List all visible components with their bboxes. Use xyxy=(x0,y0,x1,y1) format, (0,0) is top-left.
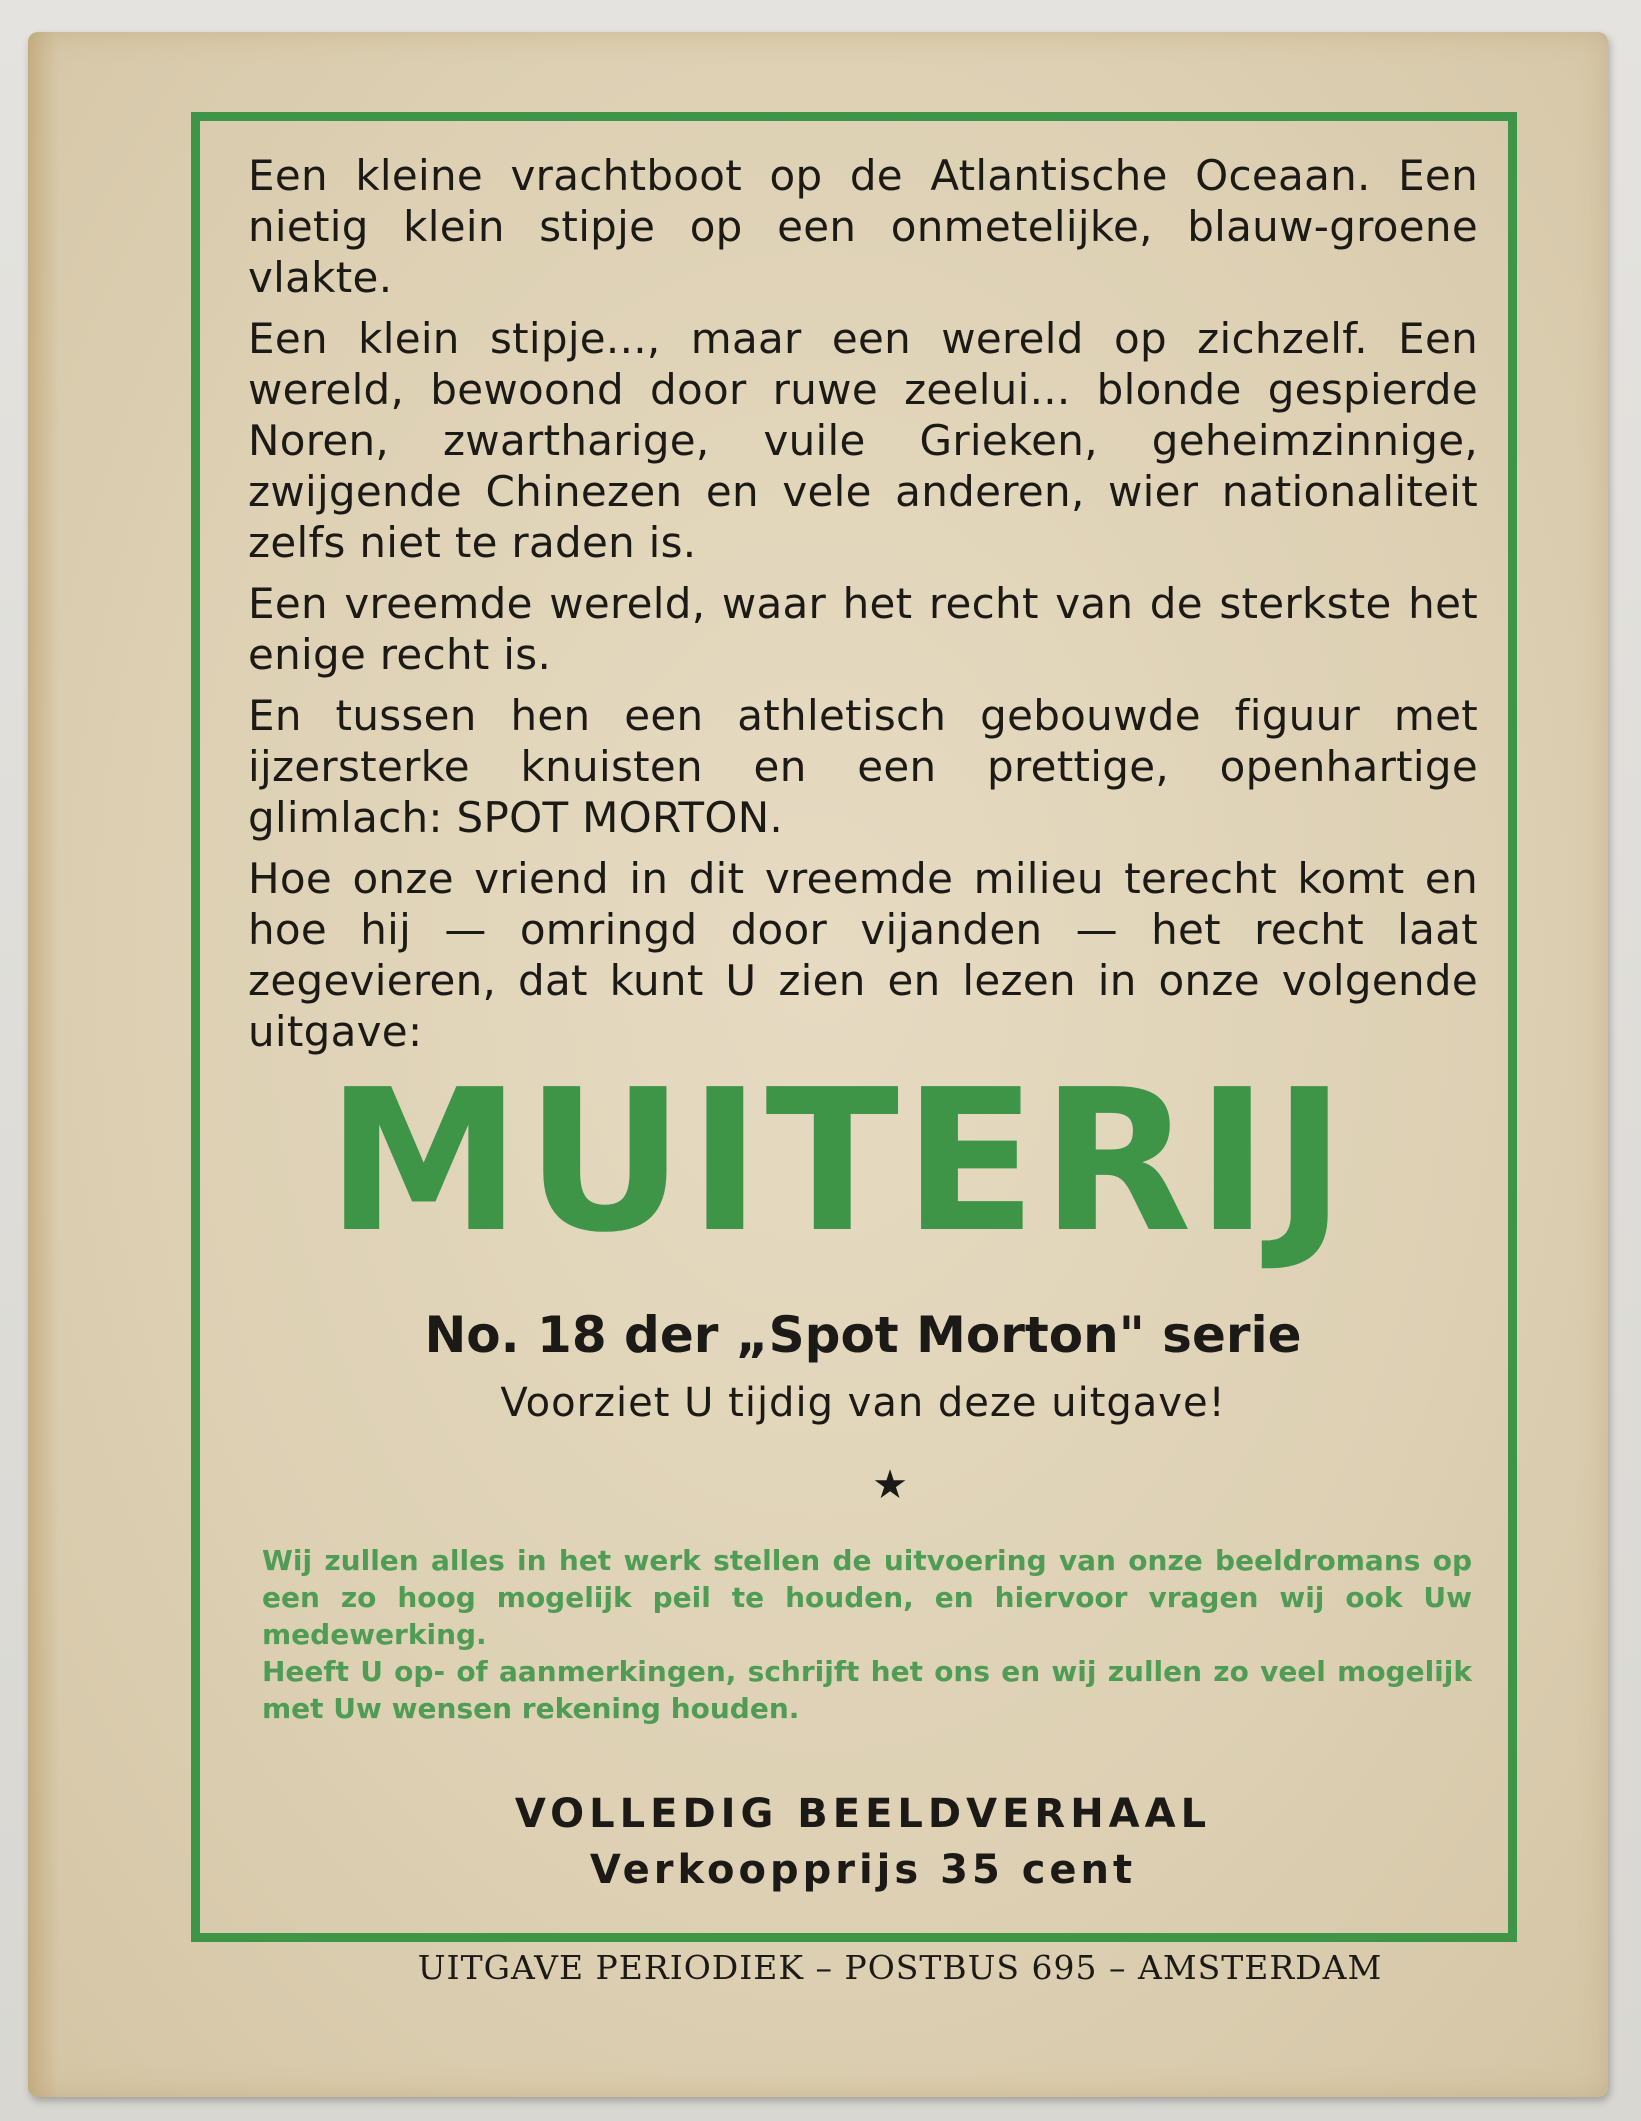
notice-paragraph-2: Heeft U op- of aanmerkingen, schrijft het ons en wij zullen zo veel mogelijk met Uw wensen rekening houden. xyxy=(262,1655,1472,1725)
synopsis-paragraph-5: Hoe onze vriend in dit vreemde milieu terecht komt en hoe hij — omringd door vijanden — het recht laat zegevieren, dat kunt U zien en lezen in onze volgende uitgave: xyxy=(248,854,1478,1056)
synopsis-paragraph-1: Een kleine vrachtboot op de Atlantische Oceaan. Een nietig klein stipje op een onmetelijke, blauw-groene vlakte. xyxy=(248,151,1478,302)
notice-paragraph-1: Wij zullen alles in het werk stellen de uitvoering van onze beeldromans op een zo hoog mogelijk peil te houden, en hiervoor vragen wij ook Uw medewerking. xyxy=(262,1544,1472,1651)
star-divider-icon: ★ xyxy=(872,1462,908,1508)
next-issue-title: MUITERIJ xyxy=(326,1048,1350,1276)
spine-edge xyxy=(28,32,58,2097)
synopsis-paragraph-2: Een klein stipje..., maar een wereld op zichzelf. Een wereld, bewoond door ruwe zeelui... blonde gespierde Noren, zwartharige, vuile Grieken, geheimzinnige, zwijgende Chinezen en vele anderen, wier nationaliteit zelfs niet te raden is. xyxy=(248,314,1478,567)
synopsis-paragraph-3: Een vreemde wereld, waar het recht van de sterkste het enige recht is. xyxy=(248,579,1478,679)
complete-story-label: VOLLEDIG BEELDVERHAAL xyxy=(514,1791,1212,1837)
series-number-line: No. 18 der „Spot Morton" serie xyxy=(424,1306,1302,1364)
reserve-reminder: Voorziet U tijdig van deze uitgave! xyxy=(500,1380,1226,1426)
publisher-notice xyxy=(262,1542,1472,1727)
sale-price: Verkoopprijs 35 cent xyxy=(589,1847,1137,1893)
synopsis-text xyxy=(248,150,1478,1067)
synopsis-paragraph-4: En tussen hen een athletisch gebouwde figuur met ijzersterke knuisten en een prettige, openhartige glimlach: SPOT MORTON. xyxy=(248,691,1478,842)
publisher-footer: UITGAVE PERIODIEK – POSTBUS 695 – AMSTERDAM xyxy=(417,1948,1383,1987)
